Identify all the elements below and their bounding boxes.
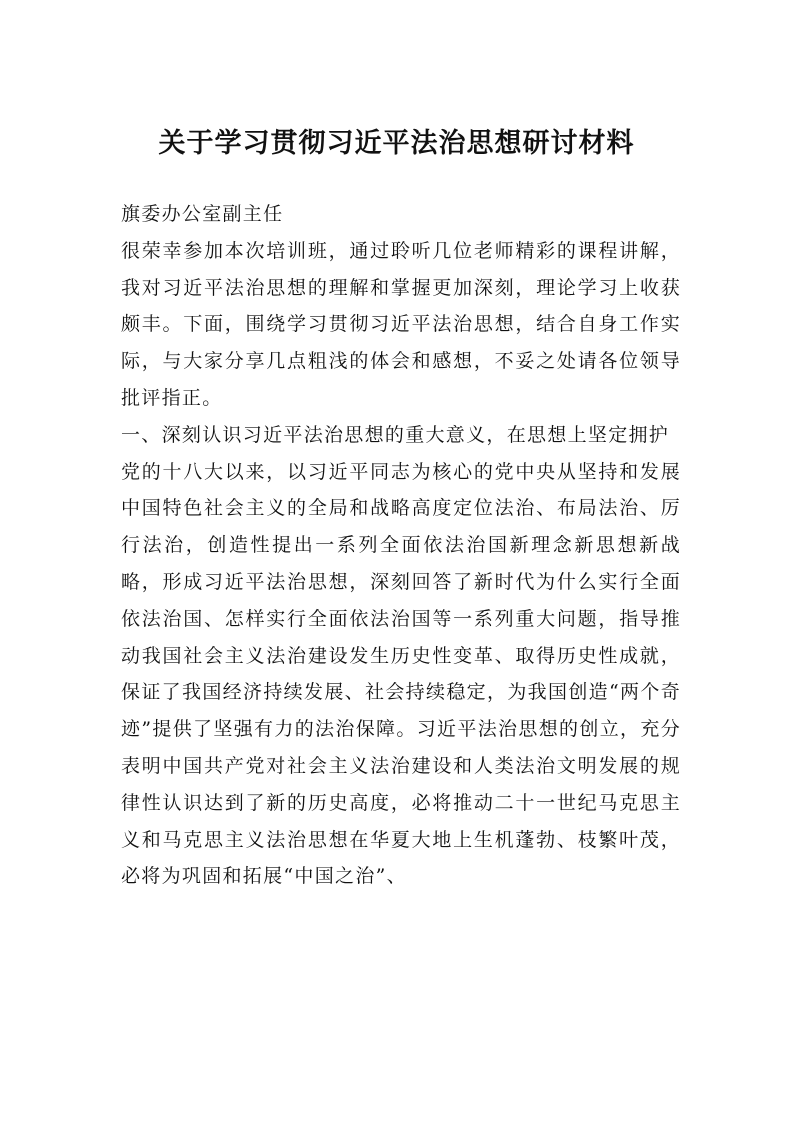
- document-body: [121, 196, 681, 895]
- document-title: 关于学习贯彻习近平法治思想研讨材料: [158, 128, 635, 159]
- author-line: 旗委办公室副主任: [121, 203, 284, 225]
- intro-paragraph: 很荣幸参加本次培训班，通过聆听几位老师精彩的课程讲解，我对习近平法治思想的理解和掌握更加深刻，理论学习上收获颇丰。下面，围绕学习贯彻习近平法治思想，结合自身工作实际，与大家分享几点粗浅的体会和感想，不妥之处请各位领导批评指正。: [121, 239, 681, 409]
- section-paragraph: 党的十八大以来，以习近平同志为核心的党中央从坚持和发展中国特色社会主义的全局和战略高度定位法治、布局法治、厉行法治，创造性提出一系列全面依法治国新理念新思想新战略，形成习近平法治思想，深刻回答了新时代为什么实行全面依法治国、怎样实行全面依法治国等一系列重大问题，指导推动我国社会主义法治建设发生历史性变革、取得历史性成就，保证了我国经济持续发展、社会持续稳定，为我国创造“两个奇迹”提供了坚强有力的法治保障。习近平法治思想的创立，充分表明中国共产党对社会主义法治建设和人类法治文明发展的规律性认识达到了新的历史高度，必将推动二十一世纪马克思主义和马克思主义法治思想在华夏大地上生机蓬勃、枝繁叶茂，必将为巩固和拓展“中国之治”、: [121, 460, 681, 888]
- section-heading: 一、深刻认识习近平法治思想的重大意义，在思想上坚定拥护: [121, 423, 670, 446]
